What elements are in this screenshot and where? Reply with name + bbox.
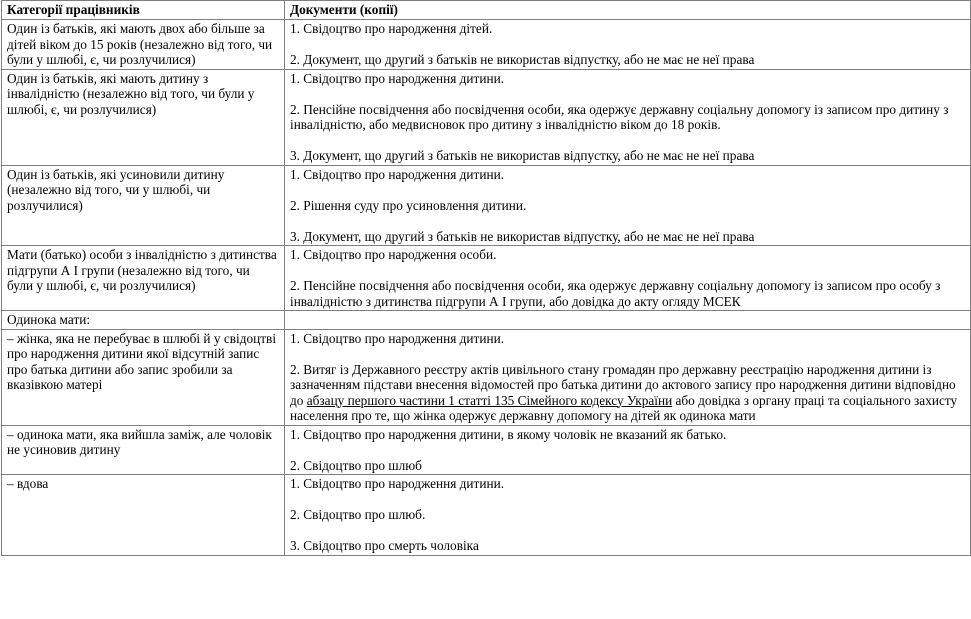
document-item: 1. Свідоцтво про народження дитини. [290,330,505,346]
documents-cell [285,425,971,475]
document-item: 2. Свідоцтво про шлюб. [290,507,426,522]
category-cell: – одинока мати, яка вийшла заміж, але чоловік не усиновив дитину [2,425,285,475]
header-categories: Категорії працівників [2,1,285,20]
document-item: 1. Свідоцтво про народження дитини. [290,166,505,182]
document-item: 3. Свідоцтво про смерть чоловіка [290,538,479,553]
document-item: 3. Документ, що другий з батьків не використав відпустку, або не має не неї права [290,228,755,244]
category-cell: Одинока мати: [2,311,285,330]
family-code-link[interactable]: абзацу першого частини 1 статті 135 Сімейного кодексу України [306,392,673,408]
table-row [2,475,971,556]
category-cell: Мати (батько) особи з інвалідністю з дитинства підгрупи А I групи (незалежно від того, чи були у шлюбі, є, чи розлучилися) [2,246,285,311]
table-row [2,311,971,330]
category-cell: – вдова [2,475,285,556]
category-cell: Один із батьків, які мають двох або більше за дітей віком до 15 років (незалежно від того, чи були у шлюбі, є, чи розлучилися) [2,20,285,70]
document-text-tail: або довідка з органу праці та соціального захисту населення про те, що жінка одержує державну допомогу на дітей як одинока мати [290,392,958,423]
document-item: 2. Рішення суду про усиновлення дитини. [290,197,527,213]
table-header-row [2,1,971,20]
category-cell: Один із батьків, які усиновили дитину (незалежно від того, чи у шлюбі, чи розлучилися) [2,165,285,246]
category-cell: Один із батьків, які мають дитину з інвалідністю (незалежно від того, чи були у шлюбі, є, чи розлучилися) [2,69,285,165]
documents-cell [285,475,971,556]
table-row [2,165,971,246]
documents-cell [285,165,971,246]
table-row [2,425,971,475]
document-text: 2. Витяг із Державного реєстру актів цивільного стану громадян про державну реєстрацію народження дитини із зазначенням підстави внесення відомостей про батька дитини до актового запису про народження дитини відповідно до [290,361,956,408]
documents-cell [285,329,971,425]
document-item: 2. Пенсійне посвідчення або посвідчення особи, яка одержує державну соціальну допомогу із записом про особу з інвалідністю з дитинства підгрупи А I групи, або довідка до акту огляду МСЕК [290,278,941,309]
table-row [2,69,971,165]
document-item: 1. Свідоцтво про народження дитини. [290,70,505,86]
document-item: 3. Документ, що другий з батьків не використав відпустку, або не має не неї права [290,148,755,163]
table-row [2,20,971,70]
document-item: 1. Свідоцтво про народження дітей. [290,21,493,36]
documents-cell [285,69,971,165]
document-item: 2. Свідоцтво про шлюб [290,457,422,473]
documents-cell [285,246,971,311]
employee-documents-table [1,0,971,556]
document-item: 1. Свідоцтво про народження дитини. [290,476,505,491]
header-documents: Документи (копії) [285,1,971,20]
category-cell: – жінка, яка не перебуває в шлюбі й у свідоцтві про народження дитини якої відсутній запис про батька дитини або запис зробили за вказівкою матері [2,329,285,425]
documents-cell [285,20,971,70]
document-item: 2. Пенсійне посвідчення або посвідчення особи, яка одержує державну соціальну допомогу із записом про дитину з інвалідністю, або медвисновок про дитину з інвалідністю віком до 18 років. [290,101,949,132]
documents-cell [285,311,971,330]
table-row [2,329,971,425]
document-item: 1. Свідоцтво про народження дитини, в якому чоловік не вказаний як батько. [290,426,727,442]
document-item: 1. Свідоцтво про народження особи. [290,247,497,262]
table-row [2,246,971,311]
document-item: 2. Документ, що другий з батьків не використав відпустку, або не має не неї права [290,52,755,67]
document-item [290,362,965,424]
